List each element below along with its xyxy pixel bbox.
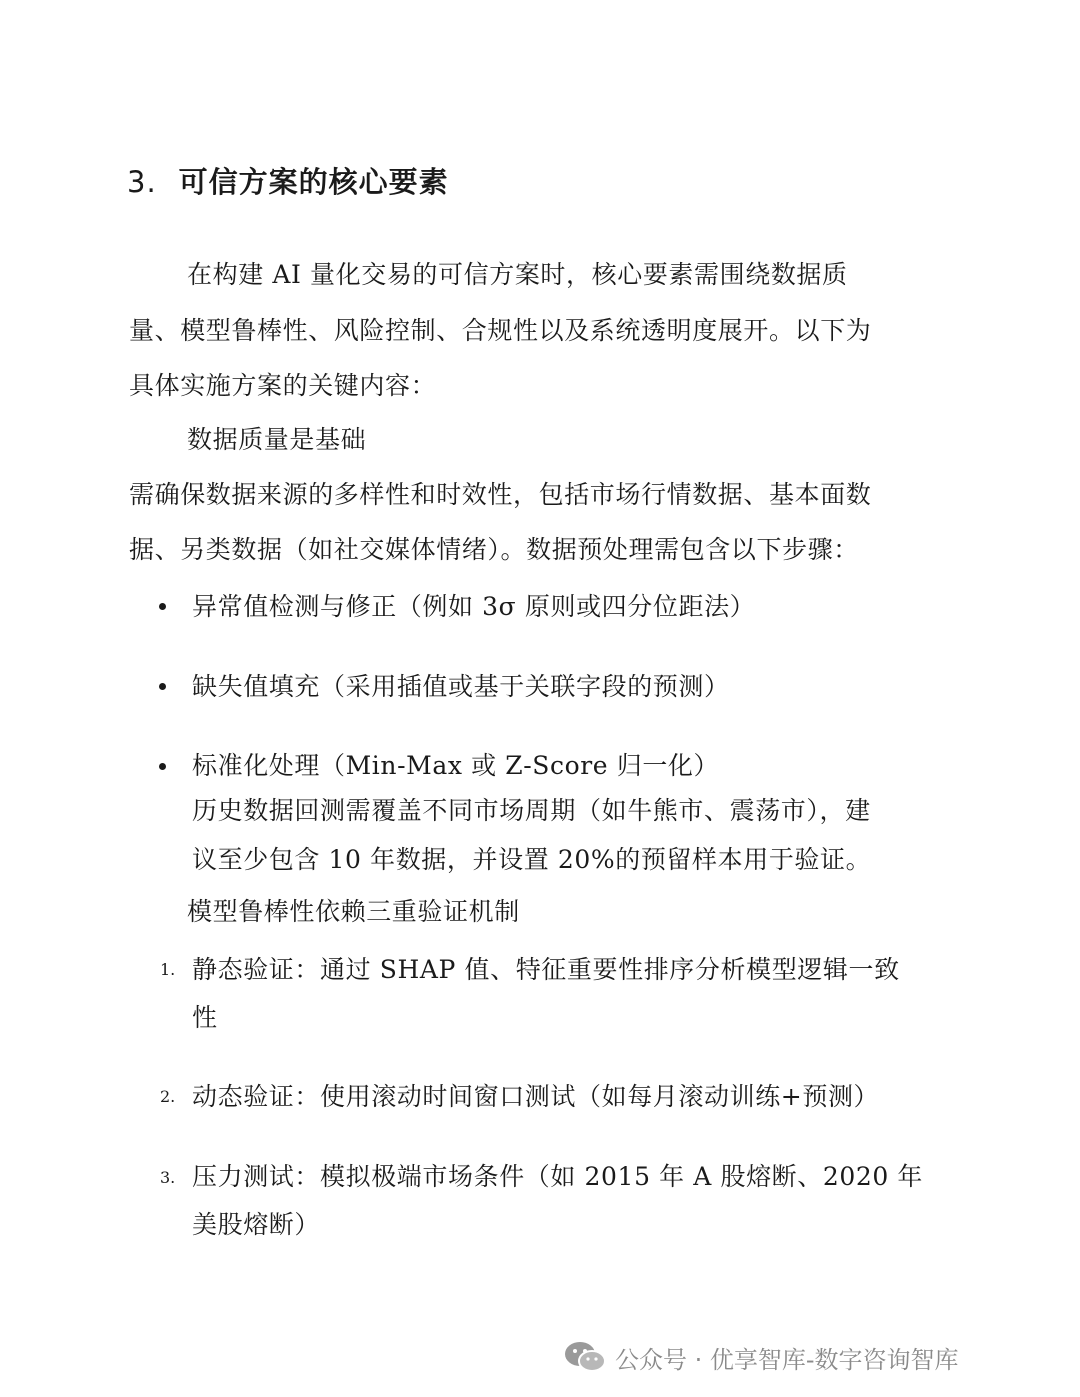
bullet-dot: [159, 763, 166, 770]
list-number: 3.: [160, 1168, 176, 1187]
section-number: 3.: [127, 165, 157, 199]
footer-watermark: [563, 1337, 959, 1377]
wechat-icon: [563, 1340, 607, 1374]
intro-line-2: 量、模型鲁棒性、风险控制、合规性以及系统透明度展开。以下为: [129, 316, 872, 345]
list-item-static-line-1: 静态验证：通过 SHAP 值、特征重要性排序分析模型逻辑一致: [192, 955, 900, 984]
section-heading: [127, 160, 449, 201]
intro-line-3: 具体实施方案的关键内容：: [129, 371, 437, 400]
backtest-line-2: 议至少包含 10 年数据，并设置 20%的预留样本用于验证。: [192, 845, 872, 874]
list-item-dynamic: 动态验证：使用滚动时间窗口测试（如每月滚动训练+预测）: [192, 1082, 880, 1111]
data-quality-line-1: 需确保数据来源的多样性和时效性，包括市场行情数据、基本面数: [129, 480, 872, 509]
intro-line-1: 在构建 AI 量化交易的可信方案时，核心要素需围绕数据质: [187, 260, 848, 289]
data-quality-title: 数据质量是基础: [187, 425, 367, 454]
data-quality-line-2: 据、另类数据（如社交媒体情绪）。数据预处理需包含以下步骤：: [129, 535, 859, 564]
bullet-item-outlier: 异常值检测与修正（例如 3σ 原则或四分位距法）: [192, 592, 756, 621]
robustness-title: 模型鲁棒性依赖三重验证机制: [187, 897, 520, 926]
section-title: 可信方案的核心要素: [178, 165, 449, 199]
list-number: 1.: [160, 960, 176, 979]
list-number: 2.: [160, 1087, 176, 1106]
bullet-dot: [159, 603, 166, 610]
list-item-stress-line-1: 压力测试：模拟极端市场条件（如 2015 年 A 股熔断、2020 年: [192, 1162, 924, 1191]
bullet-item-missing: 缺失值填充（采用插值或基于关联字段的预测）: [192, 672, 730, 701]
backtest-line-1: 历史数据回测需覆盖不同市场周期（如牛熊市、震荡市），建: [192, 796, 871, 825]
bullet-item-normalize: 标准化处理（Min-Max 或 Z-Score 归一化）: [192, 751, 720, 780]
footer-text: 公众号 · 优享智库-数字咨询智库: [615, 1345, 959, 1374]
list-item-stress-line-2: 美股熔断）: [192, 1210, 321, 1239]
bullet-dot: [159, 683, 166, 690]
list-item-static-line-2: 性: [192, 1003, 218, 1032]
